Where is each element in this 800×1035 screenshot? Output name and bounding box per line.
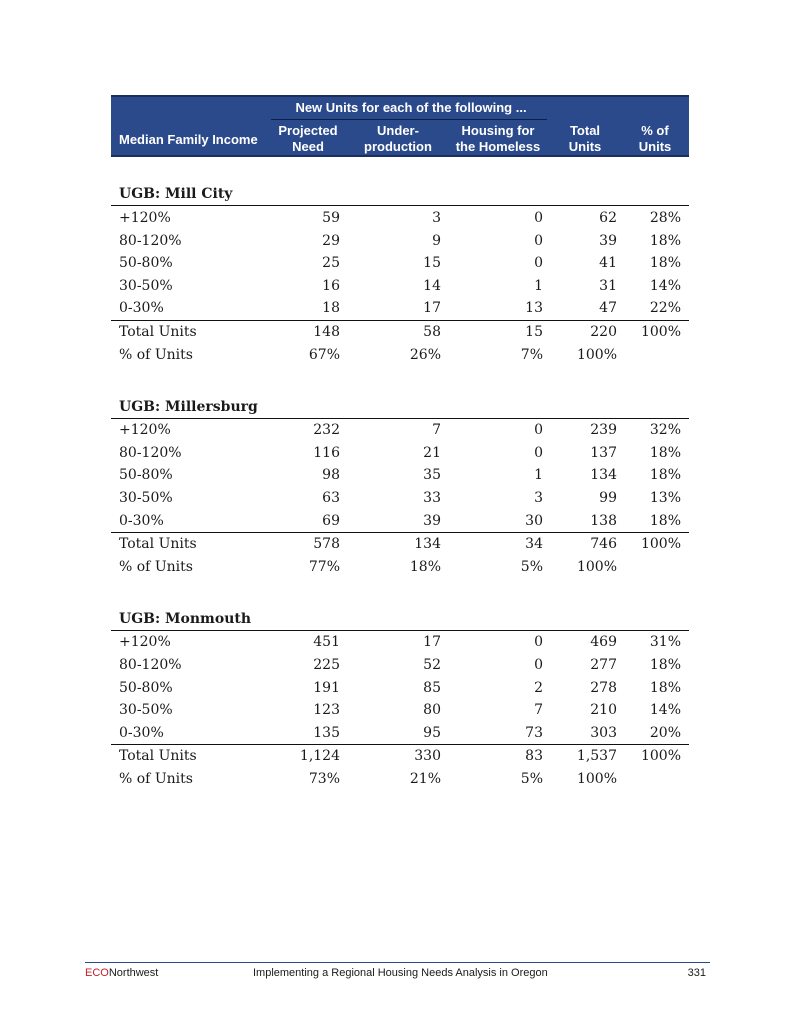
cell-value: 99 [599, 489, 617, 506]
cell-value: 95 [423, 724, 441, 741]
column-header-line: Total [569, 123, 601, 138]
cell-value: 77% [308, 558, 340, 575]
table-section [111, 610, 689, 790]
column-header-line: production [364, 139, 432, 154]
percent-row [111, 344, 689, 367]
cell-value: 83 [525, 748, 543, 765]
cell-value: 29 [322, 232, 340, 249]
cell-value: 17 [423, 634, 441, 651]
table-row [111, 699, 689, 722]
cell-value: 0 [534, 634, 543, 651]
column-header-line: Under- [377, 123, 419, 138]
cell-value: 148 [313, 323, 340, 340]
row-label: +120% [119, 634, 171, 651]
cell-value: 239 [590, 422, 617, 439]
cell-value: 25 [322, 255, 340, 272]
row-label: 50-80% [119, 679, 173, 696]
cell-value: 73% [308, 770, 340, 787]
table-row [111, 722, 689, 745]
row-label: 30-50% [119, 277, 173, 294]
column-header-line: Units [638, 139, 672, 154]
cell-value: 303 [590, 724, 617, 741]
cell-value: 134 [414, 536, 441, 553]
cell-value: 39 [599, 232, 617, 249]
cell-value: 220 [590, 323, 617, 340]
cell-value: 52 [423, 656, 441, 673]
cell-value: 100% [640, 748, 681, 765]
cell-value: 5% [520, 558, 543, 575]
cell-value: 3 [432, 210, 441, 226]
row-label: % of Units [119, 346, 193, 363]
column-header-line: the Homeless [455, 139, 541, 154]
cell-value: 14% [649, 277, 681, 294]
housing-units-table [111, 95, 689, 790]
cell-value: 18 [322, 300, 340, 317]
table-row [111, 297, 689, 320]
cell-value: 7% [520, 346, 543, 363]
cell-value: 67% [308, 346, 340, 363]
row-label: Total Units [119, 323, 197, 340]
cell-value: 123 [313, 702, 340, 719]
cell-value: 98 [322, 467, 340, 484]
cell-value: 39 [423, 512, 441, 529]
cell-value: 225 [313, 656, 340, 673]
cell-value: 0 [534, 232, 543, 249]
cell-value: 100% [576, 346, 617, 363]
total-row [111, 532, 689, 556]
cell-value: 32% [649, 422, 681, 439]
cell-value: 18% [649, 232, 681, 249]
cell-value: 62 [599, 210, 617, 226]
cell-value: 469 [590, 634, 617, 651]
footer-brand-rest: Northwest [108, 967, 159, 979]
table-row [111, 275, 689, 298]
cell-value: 18% [649, 444, 681, 461]
cell-value: 26% [409, 346, 441, 363]
cell-value: 210 [590, 702, 617, 719]
column-header-underproduction [348, 123, 448, 155]
total-row [111, 744, 689, 768]
row-label: Total Units [119, 748, 197, 765]
cell-value: 28% [649, 210, 681, 226]
cell-value: 1 [534, 467, 543, 484]
table-row [111, 207, 689, 230]
column-header-housing-homeless [448, 123, 548, 155]
cell-value: 0 [534, 210, 543, 226]
footer-title: Implementing a Regional Housing Needs Analysis in Oregon [253, 967, 548, 979]
column-header-line: Projected [278, 123, 338, 138]
cell-value: 47 [599, 300, 617, 317]
cell-value: 21% [409, 770, 441, 787]
table-row [111, 654, 689, 677]
footer-brand [85, 967, 158, 979]
cell-value: 451 [313, 634, 340, 651]
cell-value: 0 [534, 444, 543, 461]
cell-value: 1,124 [299, 748, 340, 765]
cell-value: 135 [313, 724, 340, 741]
cell-value: 137 [590, 444, 617, 461]
percent-row [111, 556, 689, 579]
row-label: 50-80% [119, 467, 173, 484]
row-label: 0-30% [119, 300, 164, 317]
table-section [111, 185, 689, 366]
row-label: 30-50% [119, 702, 173, 719]
cell-value: 17 [423, 300, 441, 317]
cell-value: 0 [534, 656, 543, 673]
cell-value: 15 [423, 255, 441, 272]
cell-value: 277 [590, 656, 617, 673]
table-row [111, 487, 689, 510]
cell-value: 59 [322, 210, 340, 226]
row-label: 50-80% [119, 255, 173, 272]
cell-value: 14 [423, 277, 441, 294]
cell-value: 330 [414, 748, 441, 765]
cell-value: 13% [649, 489, 681, 506]
cell-value: 232 [313, 422, 340, 439]
column-header-total-units [551, 123, 619, 155]
cell-value: 41 [599, 255, 617, 272]
cell-value: 9 [432, 232, 441, 249]
cell-value: 0 [534, 255, 543, 272]
cell-value: 85 [423, 679, 441, 696]
cell-value: 20% [649, 724, 681, 741]
section-title: UGB: Monmouth [111, 610, 689, 631]
cell-value: 18% [649, 467, 681, 484]
cell-value: 578 [313, 536, 340, 553]
row-label: % of Units [119, 770, 193, 787]
cell-value: 278 [590, 679, 617, 696]
group-header-label: New Units for each of the following ... [295, 100, 527, 115]
row-label: +120% [119, 210, 171, 226]
cell-value: 34 [525, 536, 543, 553]
cell-value: 31 [599, 277, 617, 294]
cell-value: 100% [576, 770, 617, 787]
cell-value: 58 [423, 323, 441, 340]
cell-value: 14% [649, 702, 681, 719]
cell-value: 5% [520, 770, 543, 787]
column-header-line: Units [568, 139, 602, 154]
cell-value: 191 [313, 679, 340, 696]
cell-value: 134 [590, 467, 617, 484]
cell-value: 7 [432, 422, 441, 439]
row-label: +120% [119, 422, 171, 439]
table-row [111, 419, 689, 442]
cell-value: 100% [640, 323, 681, 340]
cell-value: 1 [534, 277, 543, 294]
cell-value: 18% [649, 679, 681, 696]
table-row [111, 510, 689, 533]
cell-value: 746 [590, 536, 617, 553]
cell-value: 22% [649, 300, 681, 317]
cell-value: 0 [534, 422, 543, 439]
cell-value: 15 [525, 323, 543, 340]
row-label: 0-30% [119, 724, 164, 741]
row-label: 80-120% [119, 232, 182, 249]
row-label: 30-50% [119, 489, 173, 506]
table-row [111, 464, 689, 487]
footer-brand-red: ECO [85, 967, 109, 979]
column-header-projected-need [268, 123, 348, 155]
section-title: UGB: Mill City [111, 185, 689, 206]
column-header-percent-units [621, 123, 689, 155]
table-row [111, 677, 689, 700]
page-footer [85, 962, 710, 983]
row-label: Total Units [119, 536, 197, 553]
cell-value: 18% [409, 558, 441, 575]
cell-value: 16 [322, 277, 340, 294]
table-row [111, 442, 689, 465]
cell-value: 116 [313, 444, 340, 461]
row-label: % of Units [119, 558, 193, 575]
cell-value: 18% [649, 512, 681, 529]
page-number: 331 [687, 967, 706, 979]
row-label: 80-120% [119, 656, 182, 673]
cell-value: 21 [423, 444, 441, 461]
row-label: 0-30% [119, 512, 164, 529]
column-header-line: % of [641, 123, 669, 138]
cell-value: 18% [649, 656, 681, 673]
cell-value: 31% [649, 634, 681, 651]
cell-value: 69 [322, 512, 340, 529]
cell-value: 73 [525, 724, 543, 741]
table-header [111, 95, 689, 157]
cell-value: 2 [534, 679, 543, 696]
cell-value: 35 [423, 467, 441, 484]
cell-value: 30 [525, 512, 543, 529]
cell-value: 100% [640, 536, 681, 553]
table-section [111, 398, 689, 578]
total-row [111, 320, 689, 344]
table-row [111, 230, 689, 253]
cell-value: 1,537 [576, 748, 617, 765]
row-label: 80-120% [119, 444, 182, 461]
percent-row [111, 768, 689, 791]
column-header-line: Housing for [461, 123, 535, 138]
cell-value: 33 [423, 489, 441, 506]
cell-value: 138 [590, 512, 617, 529]
column-header-line: Need [292, 139, 324, 154]
table-row [111, 252, 689, 275]
table-row [111, 631, 689, 654]
group-header-underline [271, 119, 547, 120]
column-header-median-family-income: Median Family Income [119, 132, 258, 147]
cell-value: 80 [423, 702, 441, 719]
cell-value: 7 [534, 702, 543, 719]
table-body [111, 185, 689, 790]
cell-value: 13 [525, 300, 543, 317]
section-title: UGB: Millersburg [111, 398, 689, 419]
cell-value: 100% [576, 558, 617, 575]
cell-value: 63 [322, 489, 340, 506]
cell-value: 3 [534, 489, 543, 506]
cell-value: 18% [649, 255, 681, 272]
